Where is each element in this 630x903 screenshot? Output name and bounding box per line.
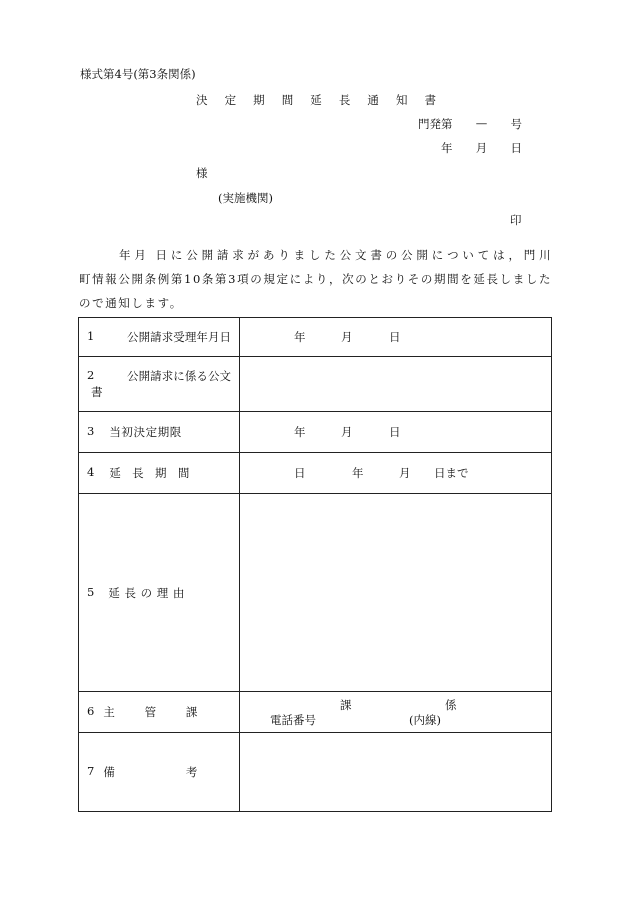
body-year: 年 — [119, 248, 131, 262]
value-year: 年 — [294, 330, 306, 344]
body-char: ま — [293, 248, 306, 262]
date-month: 月 — [475, 141, 488, 155]
label-part: に — [173, 369, 185, 383]
value-year: 年 — [352, 466, 364, 480]
label-part: 当 — [109, 425, 121, 439]
label-part: 公 — [127, 369, 139, 383]
label-part: 月 — [207, 330, 220, 344]
body-char: あ — [262, 248, 275, 262]
label-part: 1 — [87, 329, 95, 343]
label-part: 5 — [87, 584, 95, 599]
title-char: 期 — [253, 93, 265, 107]
label-part: 開 — [138, 369, 151, 383]
value-month: 月 — [341, 425, 353, 439]
date-day: 日 — [510, 141, 522, 155]
body-char: の — [385, 248, 398, 262]
value-month: 月 — [399, 466, 411, 480]
table-row — [79, 318, 552, 357]
body-char: 1 — [184, 272, 192, 286]
body-char: 町 — [79, 272, 91, 286]
body-char: り — [394, 272, 407, 286]
body-char: 文 — [355, 248, 367, 262]
body-char: 開 — [201, 248, 214, 262]
title-char: 通 — [367, 93, 379, 107]
body-char: し — [308, 248, 321, 262]
body-char: 第 — [215, 272, 227, 286]
label-part: 期 — [157, 425, 170, 439]
label-part: 長 — [132, 466, 144, 480]
label-part: 7 — [87, 764, 95, 778]
value-day: 日 — [389, 330, 401, 344]
body-char: に — [170, 248, 183, 262]
value-until: 日まで — [434, 466, 469, 480]
body-char: 門 — [523, 248, 536, 262]
body-char: 例 — [157, 272, 170, 286]
label-part: 期 — [154, 466, 167, 480]
label-part: 延 — [108, 585, 120, 600]
body-char: そ — [407, 272, 420, 286]
title-char: 書 — [424, 93, 436, 107]
initial-deadline-field[interactable] — [240, 412, 552, 453]
body-char: 請 — [216, 248, 229, 262]
row-label-responsible-dept — [79, 692, 240, 733]
agency-label: (実施機関) — [218, 191, 273, 205]
doc-number-suffix: 号 — [510, 117, 522, 131]
body-char: 0 — [192, 272, 201, 286]
row-label-related-document — [79, 357, 240, 412]
title-char: 定 — [224, 93, 237, 107]
table-row — [79, 357, 552, 412]
body-char: し — [525, 272, 538, 286]
body-char: に — [289, 272, 302, 286]
body-char: と — [368, 272, 380, 286]
body-char: 川 — [539, 248, 551, 262]
body-char: お — [381, 272, 393, 286]
label-part: 延 — [109, 466, 121, 480]
issue-date — [441, 140, 522, 156]
body-char: た — [324, 248, 336, 262]
label-part: 考 — [185, 765, 198, 779]
body-char: 日 — [155, 248, 168, 262]
value-phone: 電話番号 — [270, 713, 316, 727]
label-part: 係 — [184, 369, 197, 383]
body-char: ， — [508, 248, 520, 262]
row-label-extension-period — [79, 453, 240, 494]
label-part: 年 — [196, 330, 208, 344]
remarks-field[interactable] — [240, 733, 552, 812]
label-part: 理 — [156, 585, 169, 600]
body-char: 規 — [263, 272, 275, 286]
body-char: 書 — [370, 248, 382, 262]
table-row — [79, 412, 552, 453]
form-number: 様式第4号(第3条関係) — [80, 67, 196, 81]
row-label-receipt-date — [79, 318, 240, 357]
body-char: い — [462, 248, 474, 262]
body-char: 第 — [170, 272, 183, 286]
doc-number-dash: — — [475, 116, 488, 130]
date-year: 年 — [441, 141, 453, 155]
label-part: る — [196, 369, 208, 383]
body-char: り — [278, 248, 290, 262]
body-char: が — [247, 248, 260, 262]
label-part: 4 — [87, 465, 95, 479]
body-char: 公 — [118, 272, 130, 286]
label-part: 書 — [91, 385, 103, 399]
responsible-dept-field[interactable] — [240, 692, 552, 733]
value-month: 月 — [341, 330, 353, 344]
extension-period-field[interactable] — [240, 453, 552, 494]
label-part: 3 — [87, 424, 95, 438]
body-line-2 — [79, 267, 551, 291]
receipt-date-field[interactable] — [240, 318, 552, 357]
label-part: 文 — [219, 369, 231, 383]
body-char: 公 — [186, 248, 198, 262]
label-part: 間 — [177, 466, 190, 480]
label-part: 日 — [219, 330, 231, 344]
body-char: 長 — [486, 272, 498, 286]
value-dept: 課 — [340, 698, 352, 712]
body-char: 延 — [473, 272, 485, 286]
label-part: 備 — [103, 765, 115, 779]
title-char: 延 — [310, 93, 322, 107]
label-part: 由 — [172, 585, 185, 600]
body-char: て — [477, 248, 490, 262]
label-part: 定 — [145, 425, 158, 439]
document-title — [196, 92, 436, 108]
notice-table — [78, 317, 552, 812]
row-label-remarks — [79, 733, 240, 812]
label-part: 受 — [173, 330, 185, 344]
label-part: 主 — [103, 705, 115, 719]
row-label-extension-reason — [79, 494, 240, 692]
body-char: 次 — [342, 272, 354, 286]
value-days: 日 — [294, 466, 306, 480]
value-extension: (内線) — [409, 713, 441, 727]
label-part: 請 — [150, 330, 162, 344]
label-part: 決 — [133, 425, 146, 439]
body-char: 条 — [201, 272, 214, 286]
title-char: 知 — [395, 93, 408, 107]
body-char: を — [460, 272, 472, 286]
body-char: の — [420, 272, 433, 286]
body-char: 間 — [447, 272, 459, 286]
label-part: 長 — [124, 585, 136, 600]
document-number — [418, 116, 522, 132]
label-part: 初 — [121, 425, 133, 439]
table-row — [79, 453, 552, 494]
body-char: ， — [328, 272, 341, 286]
body-char: ま — [512, 272, 525, 286]
body-char: 開 — [131, 272, 143, 286]
title-char: 決 — [196, 93, 208, 107]
title-char: 間 — [281, 93, 294, 107]
body-char: り — [315, 272, 328, 286]
label-part: 公 — [207, 369, 220, 383]
notice-body — [79, 243, 551, 315]
body-char: に — [431, 248, 444, 262]
addressee-honorific: 様 — [196, 166, 208, 180]
label-part: 開 — [138, 330, 151, 344]
body-char: の — [355, 272, 367, 286]
value-year: 年 — [294, 425, 306, 439]
label-part: 公 — [127, 330, 139, 344]
body-char: は — [493, 248, 505, 262]
title-char: 長 — [338, 93, 351, 107]
table-row — [79, 733, 552, 812]
body-char: 報 — [105, 272, 117, 286]
body-char: 項 — [237, 272, 249, 286]
seal-mark: 印 — [510, 213, 522, 227]
row-label-initial-deadline — [79, 412, 240, 453]
body-char: 公 — [339, 248, 352, 262]
label-part: の — [140, 585, 153, 600]
extension-reason-field[interactable] — [240, 494, 552, 692]
body-line-1 — [79, 243, 551, 267]
label-part: 求 — [161, 369, 174, 383]
body-char: 期 — [433, 272, 446, 286]
body-char: 定 — [276, 272, 288, 286]
body-char: つ — [447, 248, 459, 262]
label-part: 6 — [87, 704, 95, 718]
body-char: 3 — [228, 272, 236, 286]
related-document-field[interactable] — [240, 357, 552, 412]
body-char: 公 — [401, 248, 413, 262]
body-char: 条 — [144, 272, 157, 286]
value-day: 日 — [389, 425, 401, 439]
body-char: の — [250, 272, 262, 286]
label-part: 理 — [184, 330, 197, 344]
label-part: 求 — [161, 330, 174, 344]
body-char: 情 — [92, 272, 104, 286]
table-row — [79, 692, 552, 733]
body-char: 求 — [232, 248, 244, 262]
label-part: 限 — [169, 425, 182, 439]
table-row — [79, 494, 552, 692]
doc-number-prefix: 門発第 — [418, 117, 453, 131]
label-part: 課 — [185, 705, 198, 719]
body-char: よ — [302, 272, 315, 286]
label-part: 請 — [150, 369, 162, 383]
label-part: 管 — [144, 705, 157, 719]
body-char: し — [499, 272, 512, 286]
body-line-3: ので通知します。 — [79, 296, 183, 310]
body-month: 月 — [134, 248, 146, 262]
value-section: 係 — [445, 698, 457, 712]
label-part: 2 — [87, 368, 95, 382]
body-char: た — [538, 272, 551, 286]
body-char: 開 — [416, 248, 428, 262]
